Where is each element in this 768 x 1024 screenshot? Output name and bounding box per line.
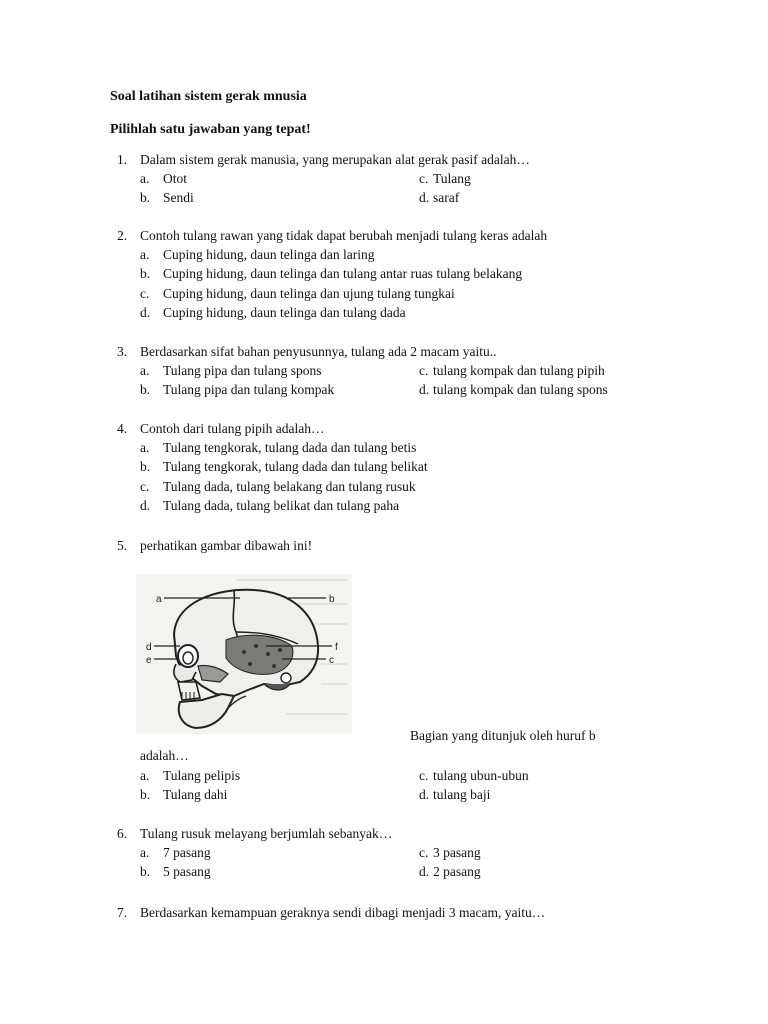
- option-c: Tulang: [433, 171, 471, 186]
- question-number: 7.: [117, 905, 128, 920]
- option-b: Tulang tengkorak, tulang dada dan tulang belikat: [163, 459, 428, 475]
- option-d: tulang baji: [433, 787, 491, 803]
- option-row: [110, 169, 710, 188]
- option-letter: d.: [419, 787, 430, 803]
- question-2: [110, 226, 710, 323]
- option-row: [110, 785, 710, 804]
- option-row: [110, 380, 710, 399]
- question-5-options: [110, 766, 710, 805]
- option-d: Cuping hidung, daun telinga dan tulang dada: [163, 305, 406, 321]
- option-a: Cuping hidung, daun telinga dan laring: [163, 247, 375, 262]
- option-letter: c.: [419, 768, 429, 783]
- option-letter: a.: [140, 768, 150, 783]
- option-letter: c.: [140, 478, 150, 494]
- question-5: [110, 536, 710, 555]
- option-row: [110, 284, 710, 303]
- option-letter: d.: [140, 498, 151, 514]
- question-number: 6.: [117, 826, 128, 841]
- label-a: a: [156, 594, 162, 605]
- option-letter: d.: [419, 864, 430, 880]
- option-row: [110, 477, 710, 496]
- question-text: Dalam sistem gerak manusia, yang merupakan alat gerak pasif adalah…: [140, 152, 530, 167]
- question-4: [110, 419, 710, 516]
- option-row: [110, 457, 710, 476]
- question-6: [110, 824, 710, 882]
- option-row: [110, 303, 710, 322]
- option-row: [110, 496, 710, 515]
- option-b: Sendi: [163, 190, 194, 206]
- figure-caption-continued: adalah…: [140, 748, 189, 763]
- option-letter: c.: [140, 285, 150, 301]
- option-letter: a.: [140, 363, 150, 378]
- question-7: [110, 903, 710, 922]
- question-text: Contoh tulang rawan yang tidak dapat berubah menjadi tulang keras adalah: [140, 228, 548, 243]
- option-letter: d.: [419, 382, 430, 398]
- skull-diagram: [136, 574, 352, 734]
- question-1: [110, 150, 710, 208]
- option-letter: a.: [140, 440, 150, 455]
- figure-caption: Bagian yang ditunjuk oleh huruf b: [410, 728, 596, 743]
- option-a: Otot: [163, 171, 188, 186]
- option-row: [110, 361, 710, 380]
- option-c: tulang ubun-ubun: [433, 768, 529, 783]
- question-number: 1.: [117, 152, 128, 167]
- instruction: Pilihlah satu jawaban yang tepat!: [110, 122, 311, 137]
- question-text: Tulang rusuk melayang berjumlah sebanyak…: [140, 826, 393, 841]
- question-number: 5.: [117, 538, 128, 553]
- option-letter: d.: [419, 190, 430, 206]
- ear-canal: [281, 673, 291, 683]
- option-letter: b.: [140, 864, 151, 880]
- option-a: Tulang pelipis: [163, 768, 241, 783]
- option-d: 2 pasang: [433, 864, 481, 880]
- label-f: f: [335, 642, 338, 653]
- option-a: 7 pasang: [163, 845, 211, 860]
- option-letter: a.: [140, 845, 150, 860]
- option-a: Tulang pipa dan tulang spons: [163, 363, 322, 378]
- option-b: Tulang pipa dan tulang kompak: [163, 382, 335, 398]
- option-c: Cuping hidung, daun telinga dan ujung tulang tungkai: [163, 285, 455, 301]
- option-d: Tulang dada, tulang belikat dan tulang paha: [163, 498, 400, 514]
- question-number: 3.: [117, 344, 128, 359]
- option-letter: d.: [140, 305, 151, 321]
- option-b: Cuping hidung, daun telinga dan tulang antar ruas tulang belakang: [163, 266, 523, 282]
- label-e: e: [146, 655, 152, 666]
- option-letter: b.: [140, 266, 151, 282]
- option-b: 5 pasang: [163, 864, 211, 880]
- maxilla: [178, 682, 200, 700]
- option-d: tulang kompak dan tulang spons: [433, 382, 608, 398]
- question-text: Berdasarkan kemampuan geraknya sendi dibagi menjadi 3 macam, yaitu…: [140, 905, 546, 920]
- option-row: [110, 438, 710, 457]
- question-number: 4.: [117, 421, 128, 436]
- question-3: [110, 342, 710, 400]
- option-row: [110, 843, 710, 862]
- option-row: [110, 188, 710, 207]
- option-letter: c.: [419, 171, 429, 186]
- option-letter: b.: [140, 190, 151, 206]
- option-b: Tulang dahi: [163, 787, 228, 803]
- label-c: c: [329, 655, 334, 666]
- option-c: Tulang dada, tulang belakang dan tulang rusuk: [163, 478, 416, 494]
- option-letter: b.: [140, 787, 151, 803]
- question-text: Berdasarkan sifat bahan penyusunnya, tulang ada 2 macam yaitu..: [140, 344, 497, 359]
- option-letter: b.: [140, 382, 151, 398]
- label-d: d: [146, 642, 152, 653]
- question-text: Contoh dari tulang pipih adalah…: [140, 421, 325, 436]
- option-letter: a.: [140, 247, 150, 262]
- label-b: b: [329, 594, 335, 605]
- option-c: tulang kompak dan tulang pipih: [433, 363, 605, 378]
- option-a: Tulang tengkorak, tulang dada dan tulang betis: [163, 440, 417, 455]
- option-row: [110, 264, 710, 283]
- option-row: [110, 862, 710, 881]
- option-row: [110, 766, 710, 785]
- option-letter: c.: [419, 845, 429, 860]
- option-letter: c.: [419, 363, 429, 378]
- option-letter: b.: [140, 459, 151, 475]
- question-number: 2.: [117, 228, 128, 243]
- option-d: saraf: [433, 190, 460, 206]
- option-c: 3 pasang: [433, 845, 481, 860]
- question-text: perhatikan gambar dibawah ini!: [140, 538, 313, 553]
- document-title: Soal latihan sistem gerak mnusia: [110, 89, 307, 104]
- option-letter: a.: [140, 171, 150, 186]
- option-row: [110, 245, 710, 264]
